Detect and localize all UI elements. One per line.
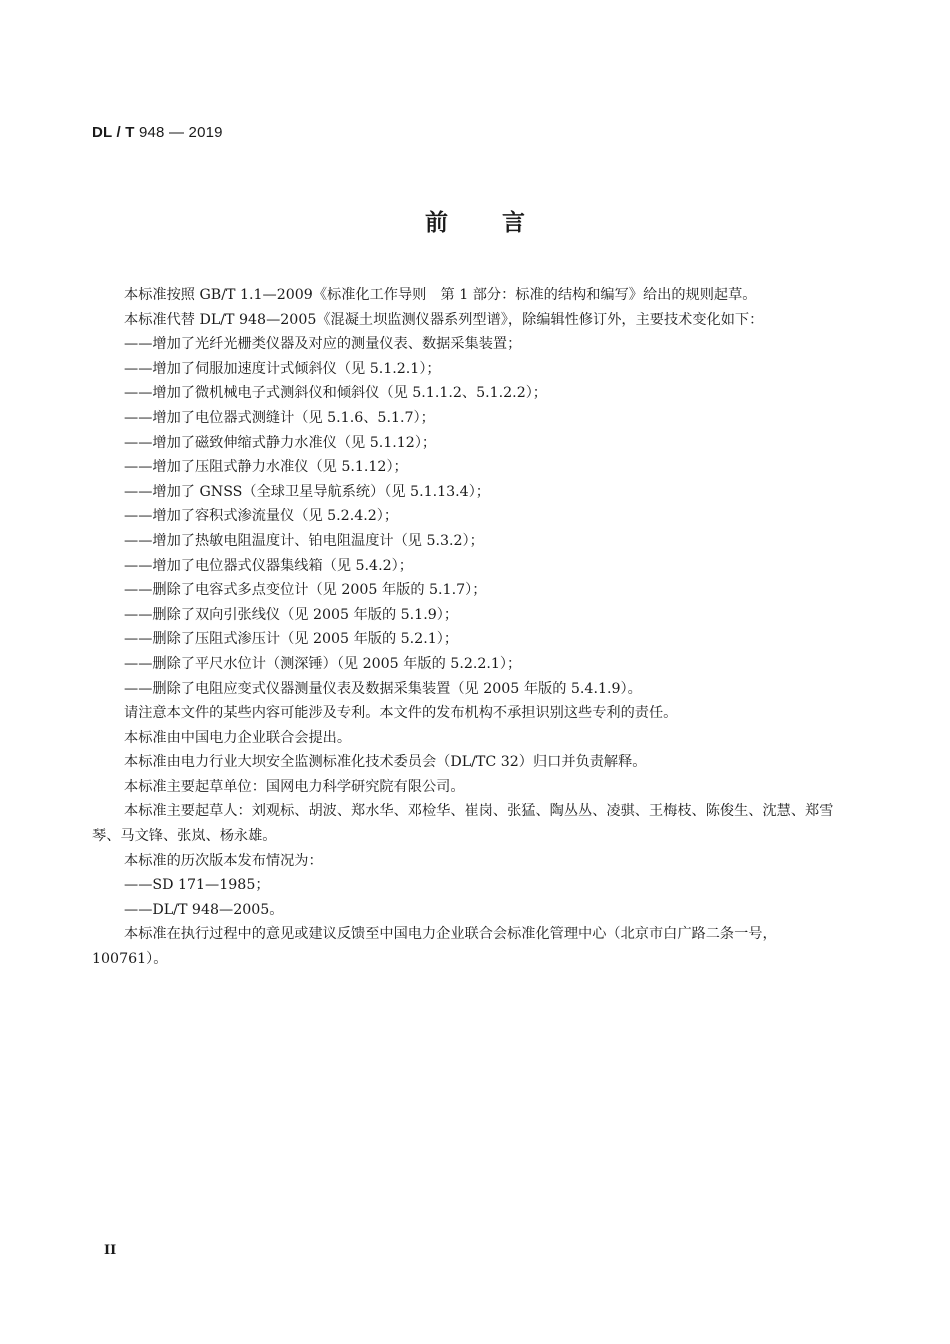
paragraph-committee: 本标准由电力行业大坝安全监测标准化技术委员会（DL/TC 32）归口并负责解释。 <box>124 754 647 771</box>
change-item: ——增加了压阻式静力水准仪（见 5.1.12）； <box>124 459 408 476</box>
change-item: ——删除了双向引张线仪（见 2005 年版的 5.1.9）； <box>124 606 459 623</box>
document-code-number: 948 — 2019 <box>134 124 223 141</box>
change-item: ——增加了伺服加速度计式倾斜仪（见 5.1.2.1）； <box>124 360 441 377</box>
change-item: ——增加了磁致伸缩式静力水准仪（见 5.1.12）； <box>124 434 437 451</box>
paragraph-feedback: 本标准在执行过程中的意见或建议反馈至中国电力企业联合会标准化管理中心（北京市白广路二条一号，100761）。 <box>92 926 777 968</box>
change-item: ——删除了电容式多点变位计（见 2005 年版的 5.1.7）； <box>124 582 487 599</box>
paragraph-replaces: 本标准代替 DL/T 948—2005《混凝土坝监测仪器系列型谱》，除编辑性修订外，主要技术变化如下： <box>124 311 764 328</box>
history-item: ——DL/T 948—2005。 <box>124 901 284 918</box>
history-item: ——SD 171—1985； <box>124 877 270 894</box>
paragraph-history: 本标准的历次版本发布情况为： <box>124 852 323 869</box>
foreword-body <box>92 283 844 972</box>
change-item: ——增加了容积式渗流量仪（见 5.2.4.2）； <box>124 508 399 525</box>
page-number: II <box>104 1243 117 1258</box>
change-item: ——增加了光纤光栅类仪器及对应的测量仪表、数据采集装置； <box>124 336 522 353</box>
page-title: 前言 <box>425 210 579 236</box>
change-item: ——增加了电位器式测缝计（见 5.1.6、5.1.7）； <box>124 409 435 426</box>
document-code-prefix: DL / T <box>92 124 135 141</box>
change-item: ——增加了电位器式仪器集线箱（见 5.4.2）； <box>124 557 413 574</box>
paragraph-drafting-rules: 本标准按照 GB/T 1.1—2009《标准化工作导则 第 1 部分：标准的结构和编写》给出的规则起草。 <box>124 287 757 303</box>
change-item: ——删除了平尺水位计（测深锤）（见 2005 年版的 5.2.2.1）； <box>124 655 522 672</box>
change-item: ——增加了微机械电子式测斜仪和倾斜仪（见 5.1.1.2、5.1.2.2）； <box>124 385 547 402</box>
change-item: ——删除了电阻应变式仪器测量仪表及数据采集装置（见 2005 年版的 5.4.1.9）。 <box>124 680 642 697</box>
paragraph-drafters: 本标准主要起草人：刘观标、胡波、郑水华、邓检华、崔岗、张猛、陶丛丛、凌骐、王梅枝、陈俊生、沈慧、郑雪琴、马文锋、张岚、杨永雄。 <box>92 803 834 845</box>
paragraph-drafting-unit: 本标准主要起草单位：国网电力科学研究院有限公司。 <box>124 778 465 795</box>
change-item: ——增加了 GNSS（全球卫星导航系统）（见 5.1.13.4）； <box>124 483 490 500</box>
change-item: ——删除了压阻式渗压计（见 2005 年版的 5.2.1）； <box>124 631 459 648</box>
paragraph-proposer: 本标准由中国电力企业联合会提出。 <box>124 729 352 746</box>
paragraph-patent-notice: 请注意本文件的某些内容可能涉及专利。本文件的发布机构不承担识别这些专利的责任。 <box>124 705 678 722</box>
change-item: ——增加了热敏电阻温度计、铂电阻温度计（见 5.3.2）； <box>124 532 484 549</box>
document-code <box>92 124 223 141</box>
